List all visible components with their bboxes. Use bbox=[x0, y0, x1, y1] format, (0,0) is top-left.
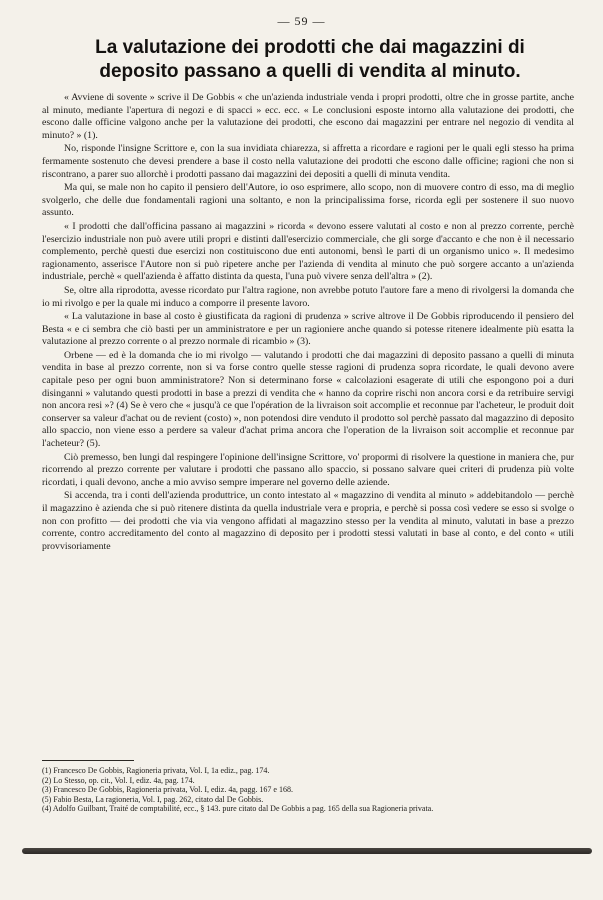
title-line-2: deposito passano a quelli di vendita al minuto. bbox=[99, 61, 521, 82]
page-number: — 59 — bbox=[277, 14, 326, 28]
paragraph: Ma qui, se male non ho capito il pensiero dell'Autore, io oso esprimere, allo scopo, non di muovere contro di esso, ma di meglio svolgerlo, che delle due fondamentali ragioni una soltanto, e non la principalissima forse, ricorda egli per sostenere il suo nuovo assunto. bbox=[42, 182, 574, 219]
footnote: (1) Francesco De Gobbis, Ragioneria privata, Vol. I, 1a ediz., pag. 174. bbox=[42, 766, 270, 775]
paragraph: « Avviene di sovente » scrive il De Gobbis « che un'azienda industriale venda i propri prodotti, oltre che in grosse partite, anche al minuto, mediante l'apertura di negozi e di spacci » ecc. ecc. « Le conclusioni esposte intorno alla valutazione dei prodotti, che escono dalle officine valgono anche per la valutazione dei prodotti, che escono dai magazzini per entrare nel negozio di vendita al minuto? » (1). bbox=[42, 92, 574, 141]
footnote-divider bbox=[42, 760, 134, 761]
body-text bbox=[42, 92, 574, 554]
footnotes bbox=[42, 766, 574, 814]
footnote: (4) Adolfo Guilbant, Traité de comptabilité, ecc., § 143. pure citato dal De Gobbis a pag. 165 della sua Ragioneria privata. bbox=[42, 804, 434, 814]
page-title bbox=[40, 36, 580, 84]
paragraph: Orbene — ed è la domanda che io mi rivolgo — valutando i prodotti che dai magazzini di deposito passano a quelli di minuta vendita in base al prezzo corrente, non si va forse contro quelle stesse ragioni di prudenza sopra ricordate, le quali devono avere capitale peso per ogni buon amministratore? Non si determinano forse « calcolazioni esagerate di utili che espongono poi a duri disinganni » valutando questi prodotti in base a prezzi di vendita che « hanno da coprire rischi non ancora corsi e da retribuire servigi non ancora resi »? (4) Se è vero che « jusqu'à ce que l'opération de la livraison soit accomplie et reconnue par l'acheteur, le produit doit conserver sa valeur d'achat ou de revient (costo) », non potendosi dire venduto il prodotto sol perchè passato dal magazzino di deposito allo spaccio, non viene esso a perdere sa valeur d'achat prima ancora che l'operation de la livraison soit accomplie et reconnue par l'acheteur? (5). bbox=[42, 349, 574, 450]
footnote: (5) Fabio Besta, La ragioneria, Vol. I, pag. 262, citato dal De Gobbis. bbox=[42, 794, 264, 804]
paragraph: Ciò premesso, ben lungi dal respingere l'opinione dell'insigne Scrittore, vo' propormi di risolvere la questione in maniera che, pur ricorrendo al prezzo corrente per valutare i prodotti che passano allo spaccio, si possano salvare quei criteri di prudenza più volte ricordati, i quali devono, anche a mio avviso sempre imperare nel governo delle aziende. bbox=[42, 451, 574, 488]
paragraph: Se, oltre alla riprodotta, avesse ricordato pur l'altra ragione, non avrebbe potuto l'autore fare a meno di rivolgersi la domanda che io mi rivolgo e per la quale mi induco a comporre il presente lavoro. bbox=[42, 284, 574, 309]
paragraph: « La valutazione in base al costo è giustificata da ragioni di prudenza » scrive altrove il De Gobbis riproducendo il pensiero del Besta « e ci sembra che ciò basti per un amministratore e per un ragioniere anche quando si potesse ritenere idealmente più esatta la valutazione al prezzo corrente o al prezzo normale di ricambio » (3). bbox=[42, 311, 574, 348]
footnote: (2) Lo Stesso, op. cit., Vol. I, ediz. 4a, pag. 174. bbox=[42, 775, 195, 785]
paragraph: Si accenda, tra i conti dell'azienda produttrice, un conto intestato al « magazzino di vendita al minuto » addebitandolo — perchè il magazzino è azienda che si può ritenere distinta da quella industriale vera e propria, e perchè si possa così vedere se esso si svolge o non con profitto — dei prodotti che via via vengono affidati al magazzino stesso per la vendita al minuto, valutati in base a prezzo corrente, contro accreditamento del conto al magazzino di deposito per i prodotti stessi valutati in base al conto, e del conto « utili provvisoriamente bbox=[42, 490, 574, 552]
paragraph: No, risponde l'insigne Scrittore e, con la sua invidiata chiarezza, si affretta a ricordare e ragioni per le quali egli stesso ha prima fermamente sostenuto che devesi prendere a base il costo nella valutazione dei prodotti che escono dalle officine; ragioni che non si riscontrano, a parer suo allorchè i prodotti passano dai magazzini dei depositi a quelli di minuta vendita. bbox=[42, 143, 574, 180]
scan-edge-mark bbox=[22, 848, 592, 854]
title-line-1: La valutazione dei prodotti che dai magazzini di bbox=[95, 37, 525, 58]
footnote: (3) Francesco De Gobbis, Ragioneria privata, Vol. I, ediz. 4a, pagg. 167 e 168. bbox=[42, 785, 293, 795]
paragraph: « I prodotti che dall'officina passano ai magazzini » ricorda « devono essere valutati al costo e non al prezzo corrente, perchè l'esercizio industriale non può avere utili propri e distinti dall'esercizio commerciale, che gli sorge d'accanto e che non è il necessario complemento, perchè questi due esercizi non costituiscono due enti autonomi, bensì le parti di un organismo unico ». Il medesimo ragionamento, asserisce l'Autore non si può ripetere anche per l'azienda di vendita al minuto che può sorgere accanto a un'azienda industriale, perchè « quell'azienda è affatto distinta da questa, l'una può vivere senza dell'altra » (2). bbox=[42, 220, 574, 283]
